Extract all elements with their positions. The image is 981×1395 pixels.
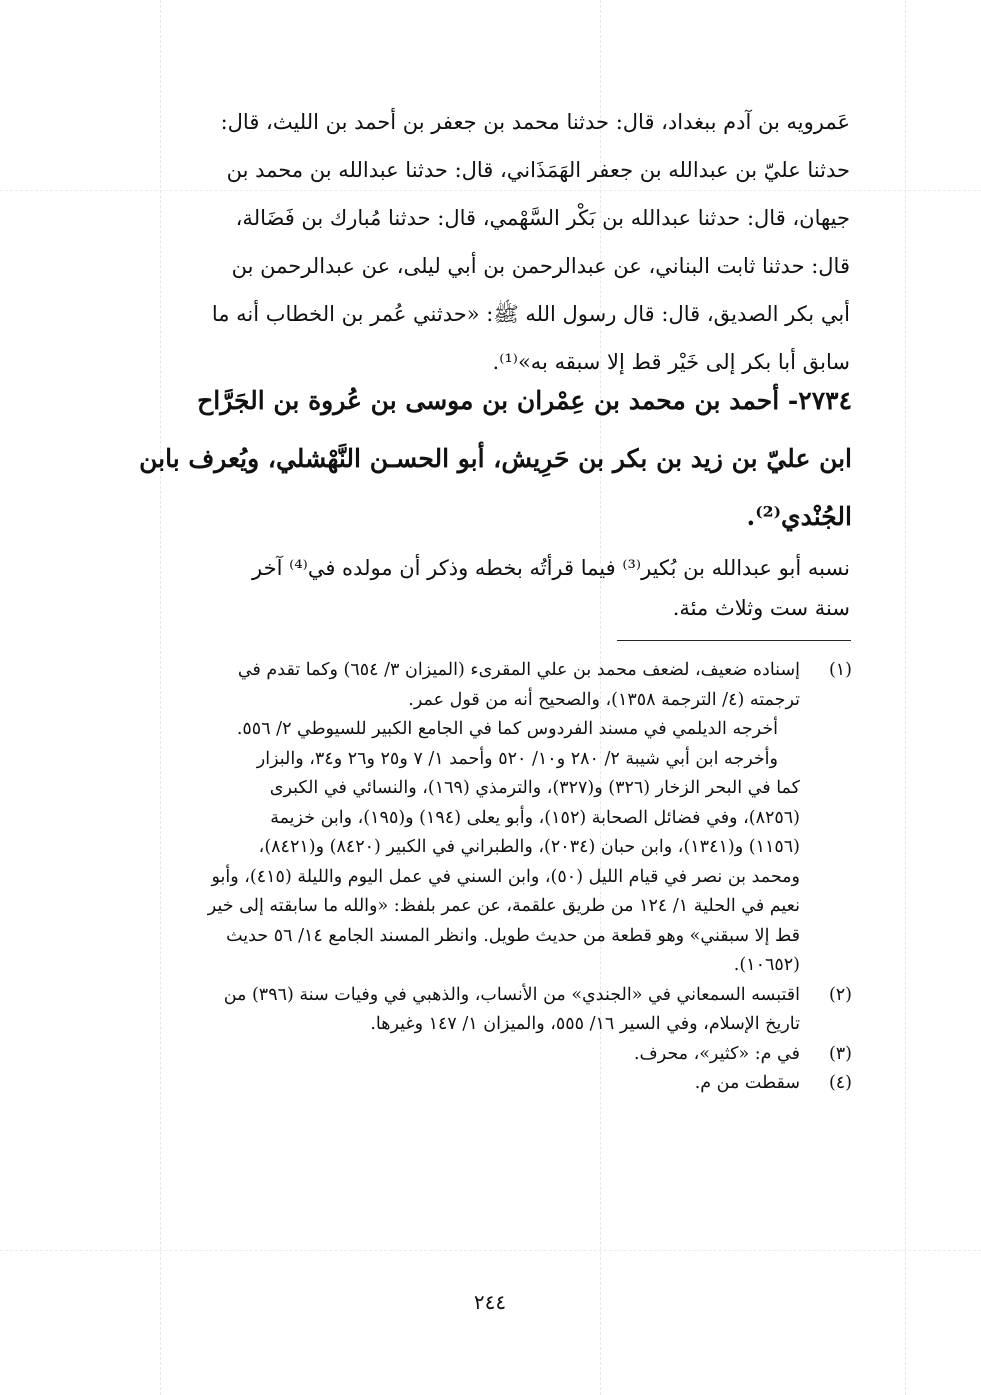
footnote-line: (١٠٦٥٢).: [733, 955, 800, 975]
footnote-number: (٤): [828, 1073, 852, 1093]
body-text: [143, 98, 850, 386]
footnote-number: (١): [828, 660, 852, 680]
body-line: أبي بكر الصديق، قال: قال رسول الله ﷺ: «حدثني عُمر بن الخطاب أنه ما: [211, 302, 850, 326]
entry-body-line: سنة ست وثلاث مئة.: [672, 596, 850, 620]
body-line: جيهان، قال: حدثنا عبدالله بن بَكْر السَّهْمي، قال: حدثنا مُبارك بن فَضَالة،: [235, 206, 850, 230]
entry-line: الجُنْدي⁽²⁾.: [746, 502, 852, 531]
footnote-text: [140, 656, 800, 981]
biography-entry-heading: [138, 372, 852, 546]
body-line: سابق أبا بكر إلى خَيْر قط إلا سبقه به»⁽¹⁾.: [492, 350, 850, 374]
footnote-line: تاريخ الإسلام، وفي السير ١٦/ ٥٥٥، والميزان ١/ ١٤٧ وغيرها.: [370, 1014, 800, 1034]
footnote-separator: [617, 640, 851, 641]
footnote-line: نعيم في الحلية ١/ ١٢٤ من طريق علقمة، عن عمر بلفظ: «والله ما سابقته إلى خير: [207, 896, 800, 916]
footnote-text: [140, 981, 800, 1040]
entry-body-line: نسبه أبو عبدالله بن بُكير⁽³⁾ فيما قرأتُه بخطه وذكر أن مولده في⁽⁴⁾ آخر: [252, 556, 850, 580]
footnote-line: سقطت من م.: [694, 1073, 800, 1093]
footnote-line: إسناده ضعيف، لضعف محمد بن علي المقرىء (الميزان ٣/ ٦٥٤) وكما تقدم في: [237, 660, 800, 680]
footnote: [140, 1069, 852, 1099]
footnote-line: (١١٥٦) و(١٣٤١)، وابن حبان (٢٠٣٤)، والطبراني في الكبير (٨٤٢٠) و(٨٤٢١)،: [258, 837, 800, 857]
footnote-number: (٢): [828, 984, 852, 1005]
entry-body: [143, 548, 850, 628]
scan-guide-line: [0, 1250, 981, 1251]
footnote-line: في م: «كثير»، محرف.: [633, 1043, 800, 1064]
footnote: [140, 656, 852, 981]
footnote-text: [140, 1040, 800, 1070]
footnote-line: أخرجه الديلمي في مسند الفردوس كما في الجامع الكبير للسيوطي ٢/ ٥٥٦.: [236, 719, 778, 739]
body-line: حدثنا عليّ بن عبدالله بن جعفر الهَمَذَاني، قال: حدثنا عبدالله بن محمد بن: [226, 158, 850, 182]
footnote-line: (٨٢٥٦)، وفي فضائل الصحابة (١٥٢)، وأبو يعلى (١٩٤) و(١٩٥)، وابن خزيمة: [270, 807, 800, 828]
footnote-line: ومحمد بن نصر في قيام الليل (٥٠)، وابن السني في عمل اليوم والليلة (٤١٥)، وأبو: [211, 866, 800, 887]
footnote: [140, 1040, 852, 1070]
footnote: [140, 981, 852, 1040]
footnote-line: وأخرجه ابن أبي شيبة ٢/ ٢٨٠ و١٠/ ٥٢٠ وأحمد ١/ ٧ و٢٥ و٢٦ و٣٤، والبزار: [256, 748, 778, 769]
page-number: ٢٤٤: [473, 1290, 507, 1314]
entry-line: ابن عليّ بن زيد بن بكر بن حَرِيش، أبو الحسـن النَّهْشلي، ويُعرف بابن: [139, 444, 852, 473]
footnotes: [140, 656, 852, 1099]
body-line: قال: حدثنا ثابت البناني، عن عبدالرحمن بن أبي ليلى، عن عبدالرحمن بن: [231, 254, 850, 278]
footnote-text: [140, 1069, 800, 1099]
footnote-line: اقتبسه السمعاني في «الجندي» من الأنساب، والذهبي في وفيات سنة (٣٩٦) من: [223, 984, 800, 1005]
scan-guide-line: [905, 0, 906, 1395]
footnote-line: كما في البحر الزخار (٣٢٦) و(٣٢٧)، والترمذي (١٦٩)، والنسائي في الكبرى: [269, 778, 800, 798]
footnote-number: (٣): [828, 1043, 852, 1064]
footnote-line: ترجمته (٤/ الترجمة ١٣٥٨)، والصحيح أنه من قول عمر.: [408, 689, 800, 710]
body-line: عَمرويه بن آدم ببغداد، قال: حدثنا محمد بن جعفر بن أحمد بن الليث، قال:: [220, 110, 850, 134]
footnote-line: قط إلا سبقني» وهو قطعة من حديث طويل. وانظر المسند الجامع ١٤/ ٥٦ حديث: [226, 925, 800, 946]
entry-line: ٢٧٣٤- أحمد بن محمد بن عِمْران بن موسى بن عُروة بن الجَرَّاح: [197, 386, 852, 415]
